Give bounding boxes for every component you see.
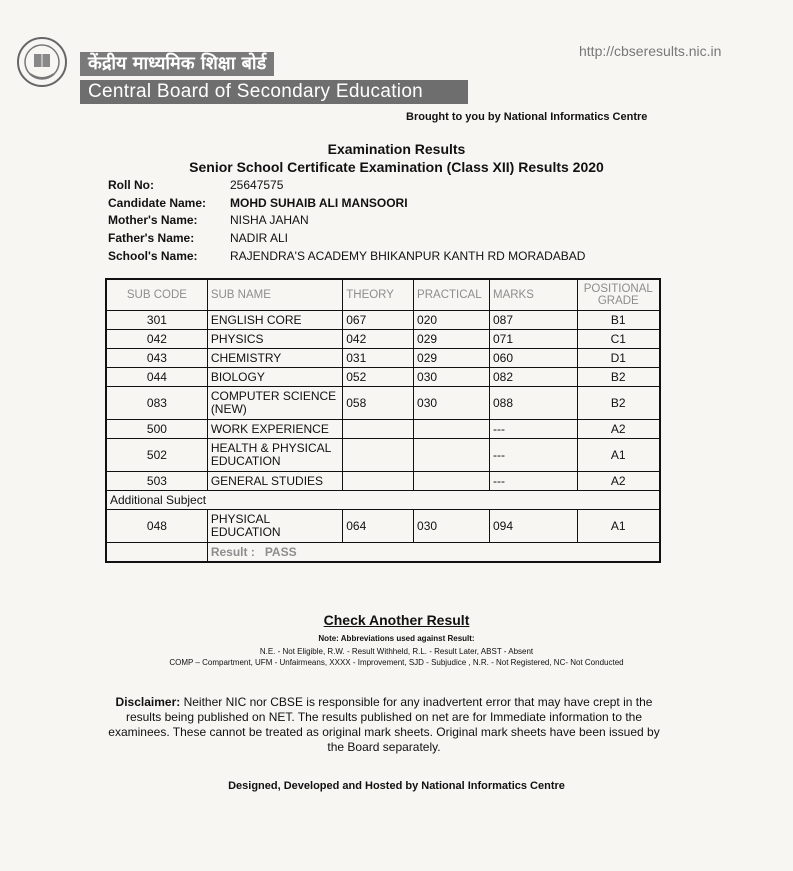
grade-cell: A2 [577,420,660,439]
table-row [106,311,660,330]
marks-cell: --- [489,420,577,439]
roll-no-value: 25647575 [230,178,284,192]
additional-subject-label: Additional Subject [106,491,660,510]
result-status: Result : PASS [207,543,660,563]
board-english-title: Central Board of Secondary Education [80,80,468,104]
theory-cell: 052 [343,368,414,387]
note-line-1: N.E. - Not Eligible, R.W. - Result Withheld, R.L. - Result Later, ABST - Absent [259,647,534,656]
sub-code-cell: 042 [106,330,207,349]
marks-cell: 094 [489,510,577,543]
marks-cell: --- [489,472,577,491]
theory-cell: 042 [343,330,414,349]
check-another-result-link[interactable]: Check Another Result [323,612,470,628]
theory-cell [343,439,414,472]
mother-name-value: NISHA JAHAN [230,213,309,227]
practical-cell: 020 [414,311,490,330]
site-url-link[interactable]: http://cbseresults.nic.in [579,43,722,59]
father-name-label: Father's Name: [108,231,195,245]
board-hindi-title: केंद्रीय माध्यमिक शिक्षा बोर्ड [80,52,274,76]
table-row [106,349,660,368]
marks-header: MARKS [489,279,577,311]
additional-subject-row [106,491,660,510]
grade-cell: A1 [577,439,660,472]
table-row [106,330,660,349]
sub-name-cell: PHYSICAL EDUCATION [207,510,342,543]
sub-code-cell: 503 [106,472,207,491]
sub-name-cell: GENERAL STUDIES [207,472,342,491]
practical-header: PRACTICAL [414,279,490,311]
theory-cell: 064 [343,510,414,543]
table-row [106,472,660,491]
exam-subtitle: Senior School Certificate Examination (Class XII) Results 2020 [189,159,604,175]
sub-code-cell: 043 [106,349,207,368]
grade-cell: A1 [577,510,660,543]
sub-code-cell: 500 [106,420,207,439]
marks-cell: 082 [489,368,577,387]
grade-cell: B2 [577,368,660,387]
table-row [106,510,660,543]
practical-cell: 030 [414,510,490,543]
table-row [106,368,660,387]
candidate-name-value: MOHD SUHAIB ALI MANSOORI [230,196,408,210]
sub-code-cell: 301 [106,311,207,330]
practical-cell [414,420,490,439]
practical-cell: 029 [414,330,490,349]
sub-code-cell: 502 [106,439,207,472]
school-name-label: School's Name: [108,249,198,263]
brought-by-text: Brought to you by National Informatics Centre [406,111,648,123]
marks-cell: --- [489,439,577,472]
cbse-emblem-icon [16,36,68,88]
theory-cell [343,472,414,491]
grade-cell: B1 [577,311,660,330]
exam-title: Examination Results [327,141,466,157]
school-name-value: RAJENDRA'S ACADEMY BHIKANPUR KANTH RD MORADABAD [230,249,586,263]
sub-name-cell: WORK EXPERIENCE [207,420,342,439]
theory-header: THEORY [343,279,414,311]
theory-cell [343,420,414,439]
theory-cell: 067 [343,311,414,330]
sub-code-cell: 044 [106,368,207,387]
marks-cell: 071 [489,330,577,349]
note-line-2: COMP – Compartment, UFM - Unfairmeans, XXXX - Improvement, SJD - Subjudice , N.R. - Not Registered, NC- Not Conducted [169,658,624,667]
practical-cell [414,472,490,491]
table-header-row [106,279,660,311]
marks-table [105,278,661,563]
mother-name-label: Mother's Name: [108,213,198,227]
sub-code-cell: 048 [106,510,207,543]
sub-code-header: SUB CODE [106,279,207,311]
marks-cell: 088 [489,387,577,420]
sub-name-cell: BIOLOGY [207,368,342,387]
father-name-value: NADIR ALI [230,231,289,245]
theory-cell: 058 [343,387,414,420]
disclaimer [104,695,664,755]
candidate-name-label: Candidate Name: [108,196,207,210]
sub-code-cell: 083 [106,387,207,420]
disclaimer-label: Disclaimer: [115,695,181,709]
sub-name-cell: ENGLISH CORE [207,311,342,330]
grade-cell: A2 [577,472,660,491]
result-empty-cell [106,543,207,563]
marks-cell: 060 [489,349,577,368]
practical-cell: 030 [414,387,490,420]
grade-cell: D1 [577,349,660,368]
grade-header: POSITIONAL GRADE [577,279,660,311]
practical-cell: 030 [414,368,490,387]
marks-cell: 087 [489,311,577,330]
practical-cell [414,439,490,472]
sub-name-header: SUB NAME [207,279,342,311]
grade-cell: B2 [577,387,660,420]
practical-cell: 029 [414,349,490,368]
result-row [106,543,660,563]
sub-name-cell: CHEMISTRY [207,349,342,368]
note-title: Note: Abbreviations used against Result: [318,634,475,643]
designed-by-text: Designed, Developed and Hosted by National Informatics Centre [228,780,565,792]
theory-cell: 031 [343,349,414,368]
table-row [106,387,660,420]
sub-name-cell: PHYSICS [207,330,342,349]
grade-cell: C1 [577,330,660,349]
table-row [106,439,660,472]
disclaimer-text: Neither NIC nor CBSE is responsible for any inadvertent error that may have crept in the results being published on NET. The results published on net are for Immediate information to the examinees. These cannot be treated as original mark sheets. Original mark sheets have been issued by the Board separately. [108,695,660,754]
sub-name-cell: COMPUTER SCIENCE (NEW) [207,387,342,420]
roll-no-label: Roll No: [108,178,154,192]
sub-name-cell: HEALTH & PHYSICAL EDUCATION [207,439,342,472]
table-row [106,420,660,439]
